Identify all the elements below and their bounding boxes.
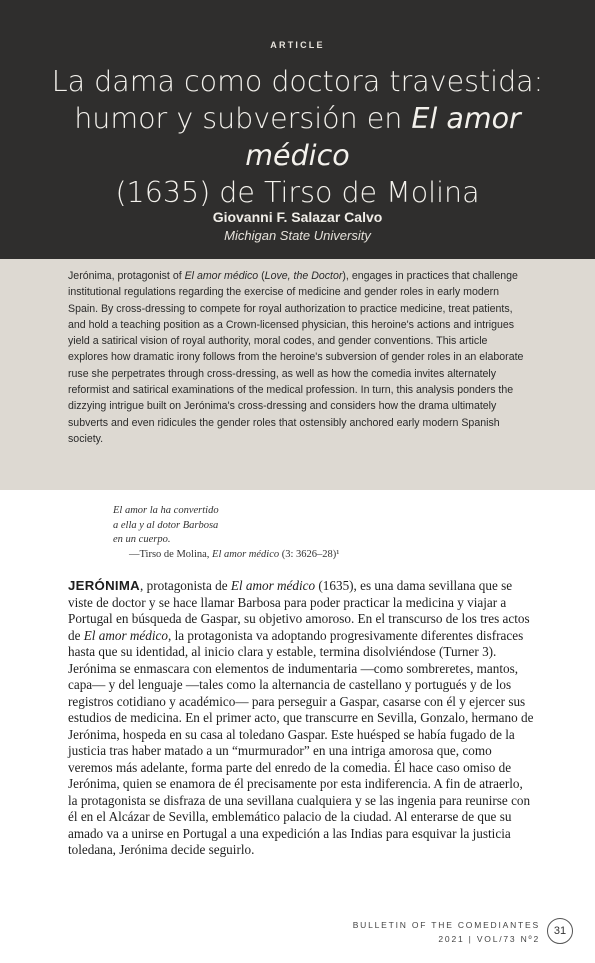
- epigraph-attribution: [113, 548, 473, 563]
- body-italic-1: El amor médico: [230, 578, 316, 593]
- epigraph-line-1: El amor la ha convertido: [113, 505, 219, 516]
- epigraph-line-2: a ella y al dotor Barbosa: [113, 519, 219, 531]
- running-footer: [330, 918, 540, 946]
- abstract-text-3: ), engages in practices that challenge institutional regulations regarding the exercise of medicine and gender roles in early modern Spain. By cross-dressing to compete for royal authorization to practice medicine, treat patients, and hold a teaching position as a Crown-licensed physician, this heroine's actions and intrigues yield a satirical vision of royal authority, moral codes, and gender conventions. This article explores how dramatic irony follows from the heroine's subversion of gender roles in an elaborate ruse she perpetrates through cross-dressing, as well as how the comedia invites alternately reformist and satirical examinations of the medical profession. In turn, this analysis ponders the dizzying intrigue built on Jerónima's cross-dressing and considers how the drama ultimately subverts and even ridicules the gender roles that ostensibly anchored early modern Spanish society.: [68, 270, 524, 445]
- article-header: [0, 0, 595, 259]
- body-text: [68, 578, 534, 859]
- epigraph-attribution-italic: El amor médico: [212, 548, 280, 560]
- abstract: [68, 268, 528, 447]
- journal-name: BULLETIN OF THE COMEDIANTES: [352, 920, 540, 930]
- article-title: [20, 63, 575, 211]
- author-affiliation: Michigan State University: [224, 228, 371, 243]
- article-kicker: ARTICLE: [270, 40, 325, 50]
- epigraph-line-3: en un cuerpo.: [113, 534, 171, 545]
- title-line-3: (1635) de Tirso de Molina: [115, 176, 480, 209]
- journal-issue: 2021 | VOL/73 Nº2: [438, 934, 540, 944]
- abstract-text-2: (: [258, 270, 265, 282]
- body-text-1: , protagonista de: [140, 578, 231, 593]
- title-line-1: La dama como doctora travestida:: [51, 65, 544, 98]
- body-italic-2: El amor médico: [83, 627, 168, 643]
- title-line-2-pre: humor y subversión en: [74, 102, 412, 135]
- title-line-2-italic: El amor médico: [245, 102, 521, 172]
- body-paragraph: [68, 578, 534, 859]
- lead-word: JERÓNIMA: [68, 578, 141, 593]
- abstract-text-1: Jerónima, protagonist of: [68, 270, 185, 282]
- author-name: Giovanni F. Salazar Calvo: [212, 209, 383, 225]
- body-text-2: (1635), es una dama sevillana que se viste de doctor y se hace llamar Barbosa para poder practicar la medicina y viajar a Portugal en búsqueda de Gaspar, su objetivo amoroso. En el transcurso de los tres actos de: [68, 578, 530, 643]
- epigraph-attribution-post: (3: 3626–28)¹: [279, 548, 340, 560]
- epigraph-attribution-pre: —Tirso de Molina,: [129, 548, 213, 560]
- abstract-translation-italic: Love, the Doctor: [264, 270, 343, 282]
- page-number-badge: 31: [547, 918, 573, 944]
- abstract-title-italic: El amor médico: [184, 270, 259, 282]
- epigraph: [113, 504, 473, 562]
- body-text-3: , la protagonista va adoptando progresivamente diferentes disfraces hasta que su identidad, al inicio clara y estable, termina disolviéndose (Turner 3). Jerónima se enmascara con elementos de indumentaria —como sombreretes, mantos, capa— y del lenguaje —tales como la alternancia de castellano y portugués y de los registros cotidiano y académico— para perseguir a Gaspar, casarse con él y ejercer sus estudios de medicina. En el primer acto, que transcurre en Sevilla, Gonzalo, hermano de Jerónima, hospeda en su casa al toledano Gaspar. Este huésped se había fugado de la justicia tras haber matado a un “murmurador” en una intriga amorosa que, como veremos más adelante, forma parte del enredo de la comedia. Él hace caso omiso de Jerónima, quien se enamora de él precisamente por esta indiferencia. A fin de atraerlo, la protagonista se disfraza de una sevillana cualquiera y se las ingenia para reunirse con él en el Alcázar de Sevilla, emblemático palacio de la ciudad. Al enterarse de que su amado va a unirse en Portugal a una expedición a las Indias para esquivar la justicia toledana, Jerónima decide seguirlo.: [68, 627, 534, 857]
